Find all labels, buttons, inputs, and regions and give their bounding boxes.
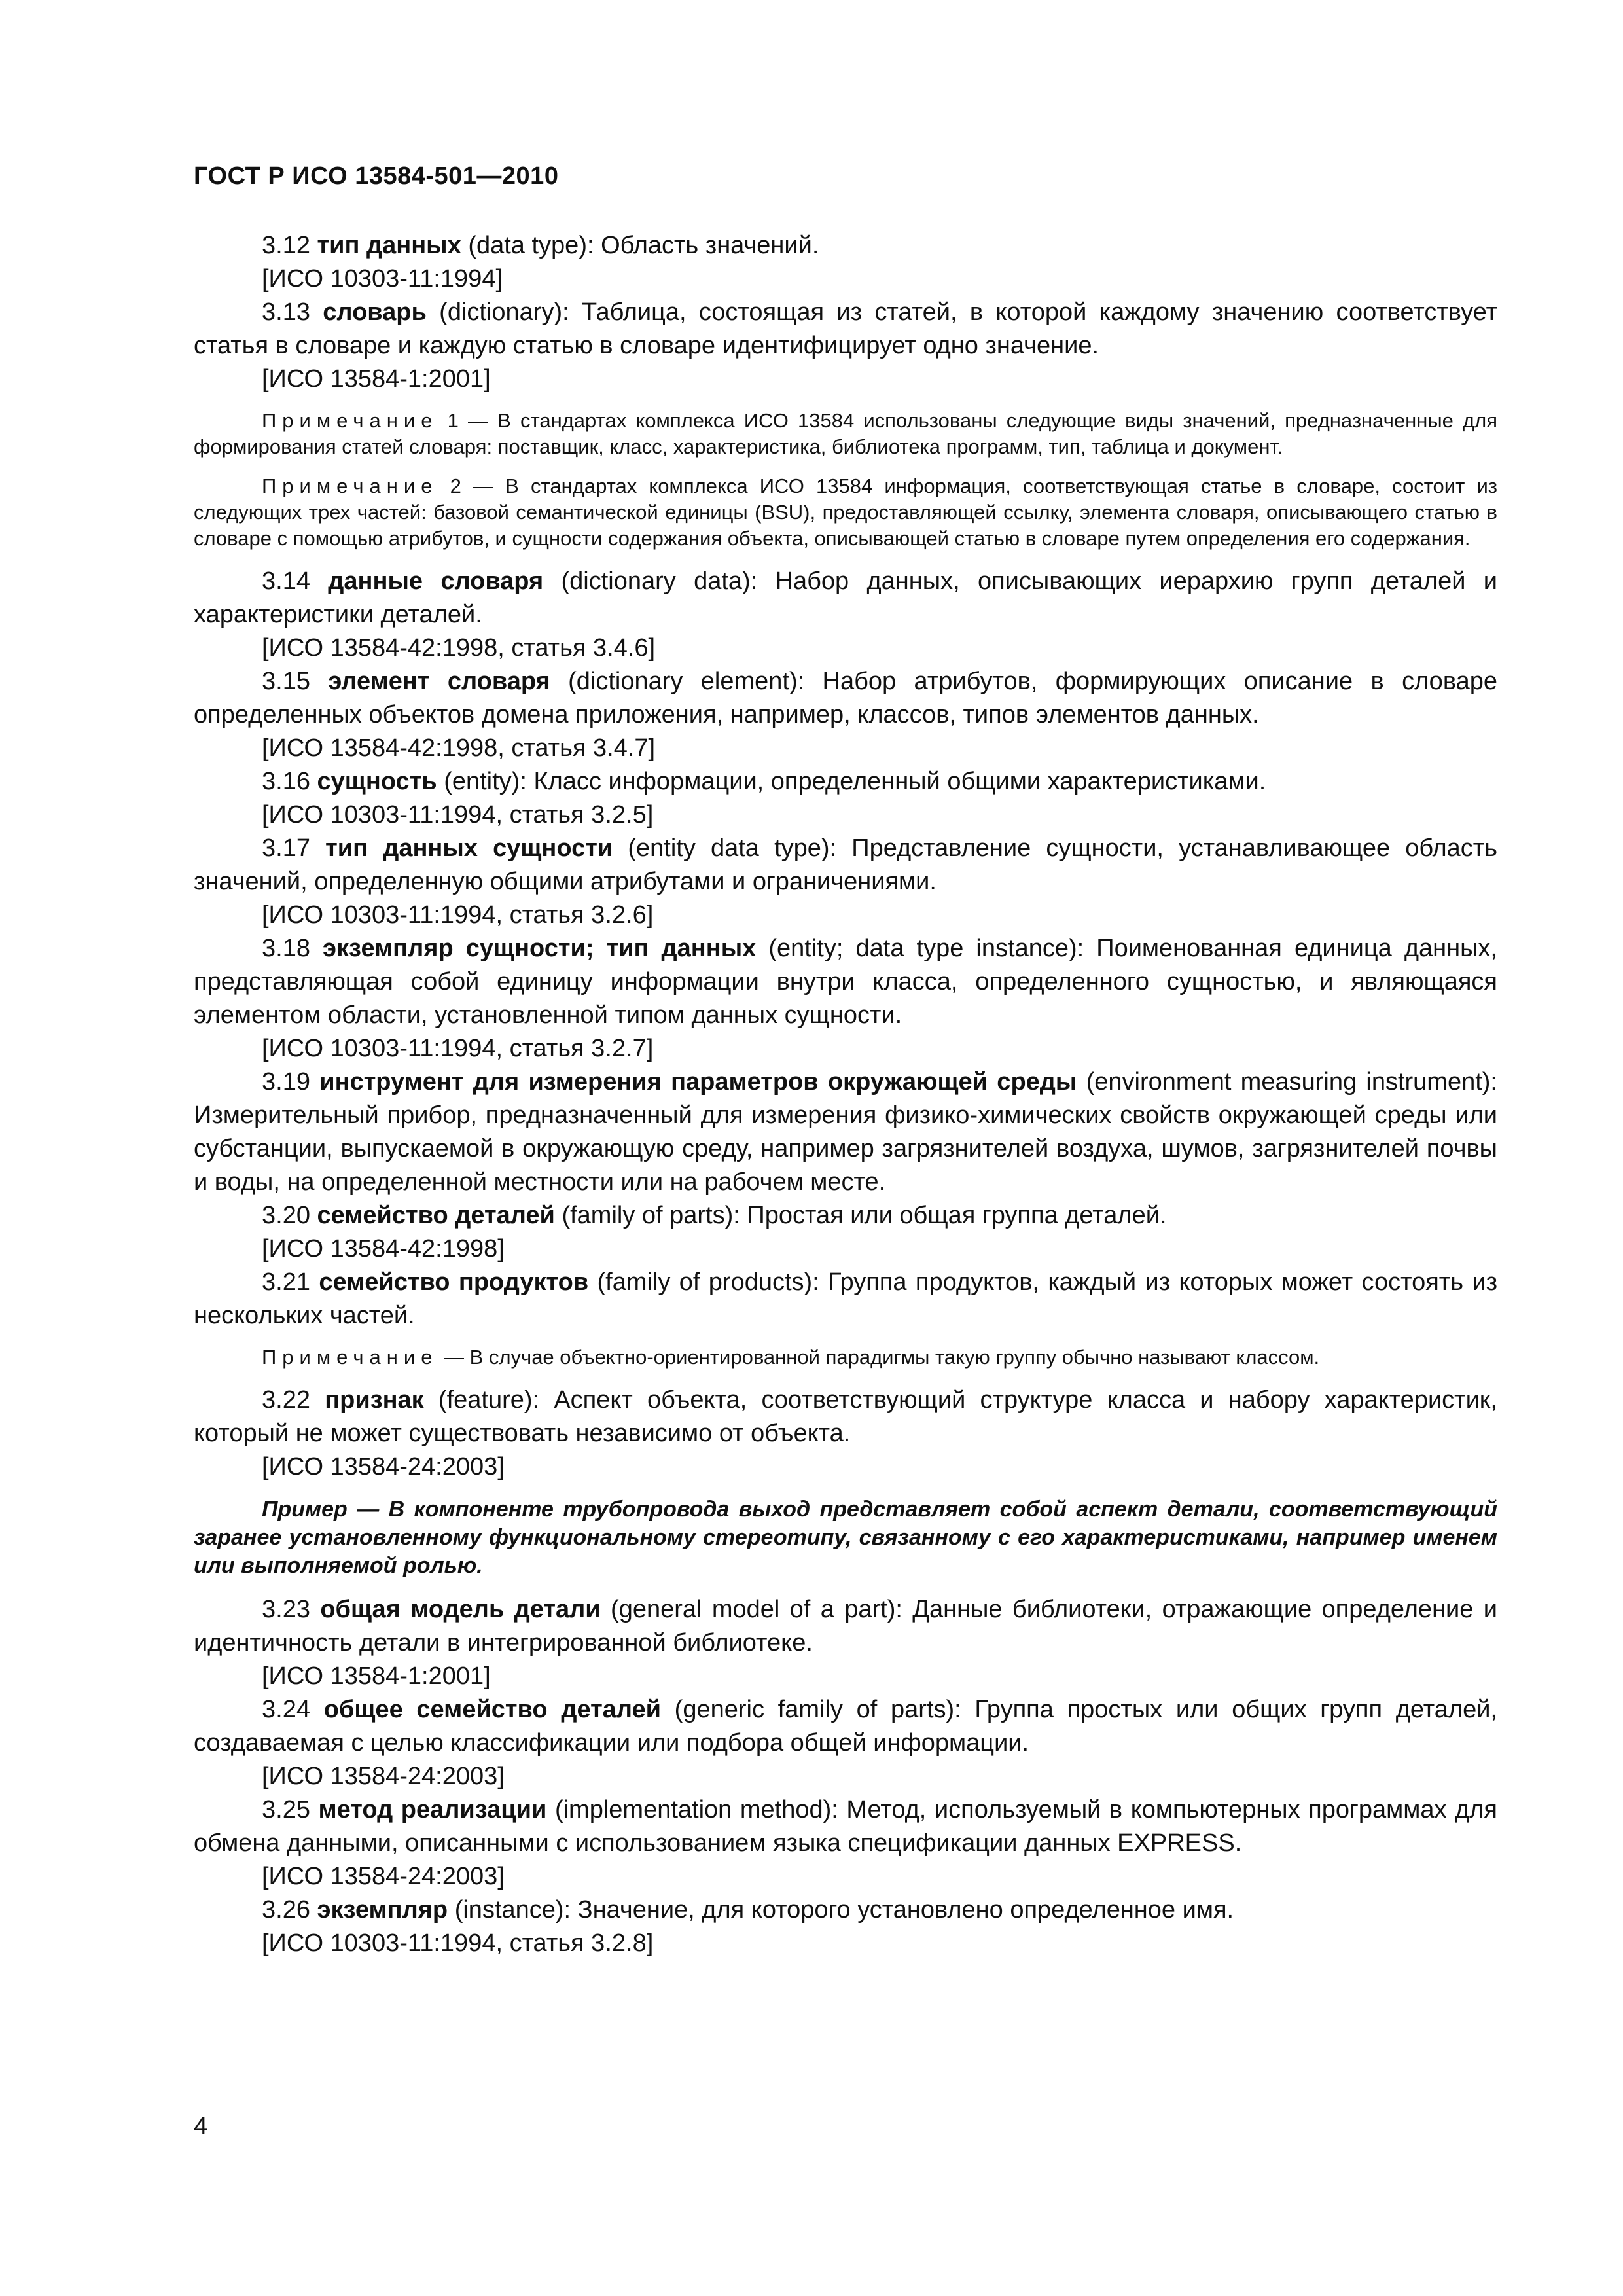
term-3-26: 3.26 экземпляр (instance): Значение, для которого установлено определенное имя.: [262, 1896, 1234, 1924]
term-3-18: 3.18 экземпляр сущности; тип данных (entity; data type instance): Поименованная единица данных, представляющая собой единицу информации внутри класса, определенного сущностью, и являющаяся элементом области, установленной типом данных сущности.: [194, 935, 1497, 1029]
reference: [ИСО 13584-42:1998, статья 3.4.7]: [262, 734, 656, 762]
term-3-14: 3.14 данные словаря (dictionary data): Набор данных, описывающих иерархию групп деталей и характеристики деталей.: [194, 567, 1497, 628]
reference: [ИСО 13584-24:2003]: [262, 1763, 505, 1790]
reference: [ИСО 10303-11:1994, статья 3.2.8]: [262, 1929, 654, 1957]
term-3-22: 3.22 признак (feature): Аспект объекта, соответствующий структуре класса и набору характеристик, который не может существовать независимо от объекта.: [194, 1386, 1497, 1447]
term-3-20: 3.20 семейство деталей (family of parts): Простая или общая группа деталей.: [262, 1202, 1167, 1229]
term-3-21: 3.21 семейство продуктов (family of products): Группа продуктов, каждый из которых может состоять из нескольких частей.: [194, 1268, 1497, 1329]
term-3-12: 3.12 тип данных (data type): Область значений.: [262, 232, 819, 259]
reference: [ИСО 13584-24:2003]: [262, 1863, 505, 1890]
note-1: Примечание 1 — В стандартах комплекса ИСО 13584 использованы следующие виды значений, предназначенные для формирования статей словаря: поставщик, класс, характеристика, библиотека программ, тип, таблица и документ.: [194, 409, 1497, 458]
reference: [ИСО 13584-42:1998, статья 3.4.6]: [262, 634, 656, 662]
term-3-24: 3.24 общее семейство деталей (generic family of parts): Группа простых или общих групп деталей, создаваемая с целью классификации или подбора общей информации.: [194, 1696, 1497, 1757]
document-body: [194, 229, 1497, 1960]
term-3-23: 3.23 общая модель детали (general model of a part): Данные библиотеки, отражающие определение и идентичность детали в интегрированной библиотеке.: [194, 1596, 1498, 1657]
reference: [ИСО 10303-11:1994, статья 3.2.6]: [262, 901, 654, 929]
reference: [ИСО 10303-11:1994]: [262, 265, 503, 293]
reference: [ИСО 10303-11:1994, статья 3.2.5]: [262, 801, 654, 829]
page-number: 4: [194, 2113, 208, 2140]
term-3-25: 3.25 метод реализации (implementation method): Метод, используемый в компьютерных программах для обмена данными, описанными с использованием языка спецификации данных EXPRESS.: [194, 1796, 1498, 1857]
reference: [ИСО 13584-1:2001]: [262, 365, 491, 393]
term-3-16: 3.16 сущность (entity): Класс информации, определенный общими характеристиками.: [262, 768, 1266, 795]
note-3: Примечание — В случае объектно-ориентированной парадигмы такую группу обычно называют классом.: [262, 1346, 1320, 1369]
reference: [ИСО 13584-24:2003]: [262, 1453, 505, 1480]
term-3-19: 3.19 инструмент для измерения параметров окружающей среды (environment measuring instrument): Измерительный прибор, предназначенный для измерения физико-химических свойств окружающей среды или субстанции, выпускаемой в окружающую среду, например загрязнителей воздуха, шумов, загрязнителей почвы и воды, на определенной местности или на рабочем месте.: [194, 1068, 1497, 1196]
reference: [ИСО 13584-1:2001]: [262, 1662, 491, 1690]
reference: [ИСО 13584-42:1998]: [262, 1235, 505, 1263]
term-3-15: 3.15 элемент словаря (dictionary element): Набор атрибутов, формирующих описание в словаре определенных объектов домена приложения, например, классов, типов элементов данных.: [194, 668, 1497, 728]
document-header: ГОСТ Р ИСО 13584-501—2010: [194, 162, 559, 190]
term-3-13: 3.13 словарь (dictionary): Таблица, состоящая из статей, в которой каждому значению соответствует статья в словаре и каждую статью в словаре идентифицирует одно значение.: [194, 298, 1497, 359]
term-3-17: 3.17 тип данных сущности (entity data type): Представление сущности, устанавливающее область значений, определенную общими атрибутами и ограничениями.: [194, 834, 1497, 895]
note-2: Примечание 2 — В стандартах комплекса ИСО 13584 информация, соответствующая статье в словаре, состоит из следующих трех частей: базовой семантической единицы (BSU), предоставляющей ссылку, элемента словаря, описывающего статью в словаре с помощью атрибутов, и сущности содержания объекта, описывающей статью в словаре путем определения его содержания.: [194, 475, 1497, 550]
reference: [ИСО 10303-11:1994, статья 3.2.7]: [262, 1035, 654, 1062]
example: Пример — В компоненте трубопровода выход представляет собой аспект детали, соответствующий заранее установленному функциональному стереотипу, связанному с его характеристиками, например именем или выполняемой ролью.: [194, 1497, 1497, 1578]
